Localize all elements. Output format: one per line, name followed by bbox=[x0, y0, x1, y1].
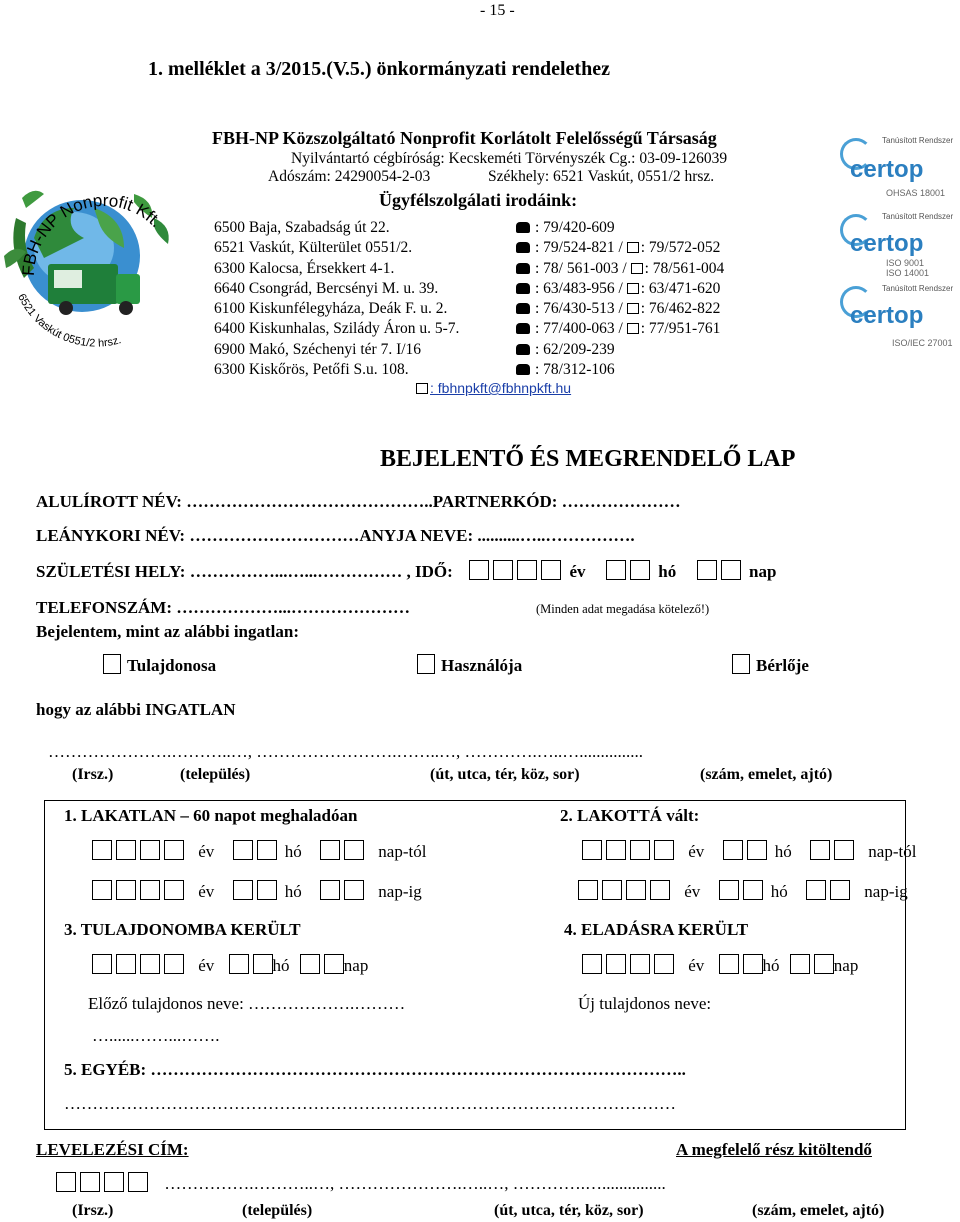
section-1-from-date bbox=[92, 840, 426, 862]
offices-address-list bbox=[214, 218, 459, 380]
to-label: nap-ig bbox=[864, 882, 908, 901]
phone-icon bbox=[516, 364, 530, 375]
company-registry: Nyilvántartó cégbíróság: Kecskeméti Törvényszék Cg.: 03-09-126039 bbox=[291, 150, 728, 167]
year-digit-box[interactable] bbox=[493, 560, 513, 580]
birth-row bbox=[36, 560, 776, 582]
property-intro: hogy az alábbi INGATLAN bbox=[36, 700, 236, 719]
month-label: hó bbox=[762, 956, 780, 975]
section-2-to-date bbox=[578, 880, 908, 902]
section-1-title: 1. LAKATLAN – 60 napot meghaladóan bbox=[64, 806, 358, 825]
checkbox[interactable] bbox=[732, 654, 750, 674]
section-2-title: 2. LAKOTTÁ vált: bbox=[560, 806, 700, 825]
month-label: hó bbox=[284, 842, 302, 861]
phone-icon bbox=[516, 303, 530, 314]
checkbox[interactable] bbox=[103, 654, 121, 674]
declare-text: Bejelentem, mint az alábbi ingatlan: bbox=[36, 622, 300, 641]
form-title: BEJELENTŐ ÉS MEGRENDELŐ LAP bbox=[380, 446, 796, 472]
year-label: év bbox=[688, 842, 705, 861]
cert-logo bbox=[836, 132, 958, 204]
phone-icon bbox=[516, 242, 530, 253]
section-5-other[interactable]: 5. EGYÉB: ………………………………………………………………………………….. bbox=[64, 1060, 686, 1079]
company-tax: Adószám: 24290054-2-03 bbox=[268, 168, 431, 185]
section-4-date bbox=[582, 954, 858, 976]
cert-top-text: Tanúsított Rendszer bbox=[882, 212, 954, 221]
cert-logo bbox=[836, 208, 958, 280]
logo-bottom-text: 6521 Vaskút 0551/2 hrsz. bbox=[15, 291, 123, 350]
previous-owner-continuation[interactable]: …......……...……. bbox=[92, 1026, 220, 1045]
office-phone: : 76/430-513 / bbox=[535, 300, 623, 318]
year-label: év bbox=[198, 956, 215, 975]
phone-icon bbox=[516, 222, 530, 233]
office-address: 6100 Kiskunfélegyháza, Deák F. u. 2. bbox=[214, 300, 448, 318]
zip-digit-box[interactable] bbox=[104, 1172, 124, 1192]
phone-icon bbox=[516, 283, 530, 294]
cert-standard: ISO 9001 bbox=[886, 258, 925, 268]
email-row bbox=[416, 380, 571, 396]
section-4-title: 4. ELADÁSRA KERÜLT bbox=[564, 920, 749, 939]
phone-icon bbox=[516, 344, 530, 355]
section-5-line-2[interactable]: ……………………………………………………………………………………………… bbox=[64, 1094, 676, 1113]
year-digit-box[interactable] bbox=[541, 560, 561, 580]
cert-standard: ISO 14001 bbox=[886, 268, 930, 278]
month-label: hó bbox=[770, 882, 788, 901]
office-phone: : 78/312-106 bbox=[535, 361, 615, 379]
office-phone: : 77/400-063 / bbox=[535, 320, 623, 338]
cert-logo bbox=[836, 280, 958, 352]
company-name: FBH-NP Közszolgáltató Nonprofit Korlátolt Felelősségű Társaság bbox=[212, 128, 717, 148]
day-label: nap bbox=[833, 956, 859, 975]
office-fax: : 79/572-052 bbox=[640, 239, 721, 257]
offices-title: Ügyfélszolgálati irodáink: bbox=[379, 190, 578, 210]
month-label: hó bbox=[774, 842, 792, 861]
zip-digit-box[interactable] bbox=[56, 1172, 76, 1192]
cert-top-text: Tanúsított Rendszer bbox=[882, 284, 954, 293]
office-fax: : 78/561-004 bbox=[644, 259, 725, 277]
mailing-address-line[interactable]: …………….………..…, ………………….…..…, ………….…............... bbox=[164, 1174, 666, 1193]
day-label: nap bbox=[343, 956, 369, 975]
from-label: nap-tól bbox=[378, 842, 427, 861]
logo-arc-text: FBH-NP Nonprofit Kft. bbox=[18, 190, 166, 277]
role-label: Bérlője bbox=[756, 656, 809, 675]
address-label-zip: (Irsz.) bbox=[72, 766, 114, 783]
office-address: 6300 Kiskőrös, Petőfi S.u. 108. bbox=[214, 361, 409, 379]
mailing-label-city: (település) bbox=[242, 1202, 313, 1219]
role-label: Használója bbox=[441, 656, 523, 675]
office-fax: : 77/951-761 bbox=[640, 320, 721, 338]
month-digit-box[interactable] bbox=[630, 560, 650, 580]
month-label: hó bbox=[272, 956, 290, 975]
office-address: 6300 Kalocsa, Érsekkert 4-1. bbox=[214, 259, 395, 277]
company-logo bbox=[4, 178, 192, 350]
role-label: Tulajdonosa bbox=[127, 656, 217, 675]
office-phone: : 63/483-956 / bbox=[535, 279, 623, 297]
section-3-title: 3. TULAJDONOMBA KERÜLT bbox=[64, 920, 301, 939]
year-label: év bbox=[198, 842, 215, 861]
cert-brand: certop bbox=[850, 156, 924, 183]
office-fax: : 63/471-620 bbox=[640, 279, 721, 297]
fax-icon bbox=[627, 283, 639, 294]
mailing-address-row bbox=[56, 1172, 666, 1194]
cert-logos bbox=[836, 132, 958, 352]
month-label: hó bbox=[658, 562, 677, 581]
mailing-title: LEVELEZÉSI CÍM: bbox=[36, 1140, 189, 1159]
day-digit-box[interactable] bbox=[721, 560, 741, 580]
role-tenant[interactable] bbox=[732, 654, 809, 676]
month-label: hó bbox=[284, 882, 302, 901]
from-label: nap-tól bbox=[868, 842, 917, 861]
offices-phone-list bbox=[516, 218, 724, 380]
address-label-street: (út, utca, tér, köz, sor) bbox=[430, 766, 580, 783]
phone-field[interactable]: TELEFONSZÁM: ………………...………………… bbox=[36, 598, 411, 617]
office-address: 6521 Vaskút, Külterület 0551/2. bbox=[214, 239, 413, 257]
address-label-number: (szám, emelet, ajtó) bbox=[700, 766, 833, 783]
cert-top-text: Tanúsított Rendszer bbox=[882, 136, 954, 145]
cert-standard: OHSAS 18001 bbox=[886, 188, 946, 198]
phone-icon bbox=[516, 263, 530, 274]
mailing-label-number: (szám, emelet, ajtó) bbox=[752, 1202, 885, 1219]
fax-icon bbox=[631, 263, 643, 274]
mailing-note: A megfelelő rész kitöltendő bbox=[676, 1140, 872, 1159]
role-owner[interactable] bbox=[103, 654, 216, 676]
section-1-to-date bbox=[92, 880, 422, 902]
email-icon bbox=[416, 383, 428, 394]
zip-digit-box[interactable] bbox=[80, 1172, 100, 1192]
company-seat: Székhely: 6521 Vaskút, 0551/2 hrsz. bbox=[488, 168, 715, 185]
name-field[interactable]: ALULÍROTT NÉV: ……………………………………..PARTNERKÓD: ………………… bbox=[36, 492, 681, 511]
year-label: év bbox=[569, 562, 586, 581]
office-phone: : 79/420-609 bbox=[535, 219, 615, 236]
office-address: 6400 Kiskunhalas, Szilády Áron u. 5-7. bbox=[214, 320, 460, 338]
year-label: év bbox=[684, 882, 701, 901]
previous-owner-field[interactable]: Előző tulajdonos neve: ……………….……… bbox=[88, 994, 406, 1013]
phone-icon bbox=[516, 323, 530, 334]
new-owner-label: Új tulajdonos neve: bbox=[578, 994, 712, 1013]
address-label-city: (település) bbox=[180, 766, 251, 783]
mailing-label-street: (út, utca, tér, köz, sor) bbox=[494, 1202, 644, 1219]
mailing-label-zip: (Irsz.) bbox=[72, 1202, 114, 1219]
annex-title: 1. melléklet a 3/2015.(V.5.) önkormányzati rendelethez bbox=[148, 58, 610, 80]
required-note: (Minden adat megadása kötelező!) bbox=[536, 602, 710, 616]
office-address: 6900 Makó, Széchenyi tér 7. I/16 bbox=[214, 340, 422, 358]
role-user[interactable] bbox=[417, 654, 522, 676]
section-2-from-date bbox=[582, 840, 916, 862]
office-phone: : 79/524-821 / bbox=[535, 239, 623, 257]
office-fax: : 76/462-822 bbox=[640, 300, 721, 318]
office-phone: : 78/ 561-003 / bbox=[535, 259, 627, 277]
year-digit-box[interactable] bbox=[517, 560, 537, 580]
day-digit-box[interactable] bbox=[697, 560, 717, 580]
cert-brand: certop bbox=[850, 230, 924, 257]
year-label: év bbox=[198, 882, 215, 901]
year-digit-box[interactable] bbox=[469, 560, 489, 580]
zip-digit-box[interactable] bbox=[128, 1172, 148, 1192]
year-label: év bbox=[688, 956, 705, 975]
fax-icon bbox=[627, 303, 639, 314]
section-3-date bbox=[92, 954, 368, 976]
fax-icon bbox=[627, 323, 639, 334]
page-number: - 15 - bbox=[480, 2, 515, 19]
day-label: nap bbox=[749, 562, 777, 581]
fax-icon bbox=[627, 242, 639, 253]
checkbox[interactable] bbox=[417, 654, 435, 674]
maiden-name-field[interactable]: LEÁNYKORI NÉV: …………………………ANYJA NEVE: ..........…..……………. bbox=[36, 526, 635, 545]
month-digit-box[interactable] bbox=[606, 560, 626, 580]
cert-standard: ISO/IEC 27001 bbox=[892, 338, 953, 348]
cert-brand: certop bbox=[850, 302, 924, 329]
email-link[interactable]: : fbhnpkft@fbhnpkft.hu bbox=[430, 380, 572, 396]
office-phone: : 62/209-239 bbox=[535, 340, 615, 358]
to-label: nap-ig bbox=[378, 882, 422, 901]
birth-place-field[interactable]: SZÜLETÉSI HELY: ……………...…...…………… , IDŐ: bbox=[36, 562, 453, 581]
office-address: 6640 Csongrád, Bercsényi M. u. 39. bbox=[214, 279, 439, 297]
address-line[interactable]: ………………….………..…, …………………….……..…, ………….…..…............... bbox=[48, 742, 643, 761]
office-address: 6500 Baja, Szabadság út 22. bbox=[214, 219, 390, 236]
